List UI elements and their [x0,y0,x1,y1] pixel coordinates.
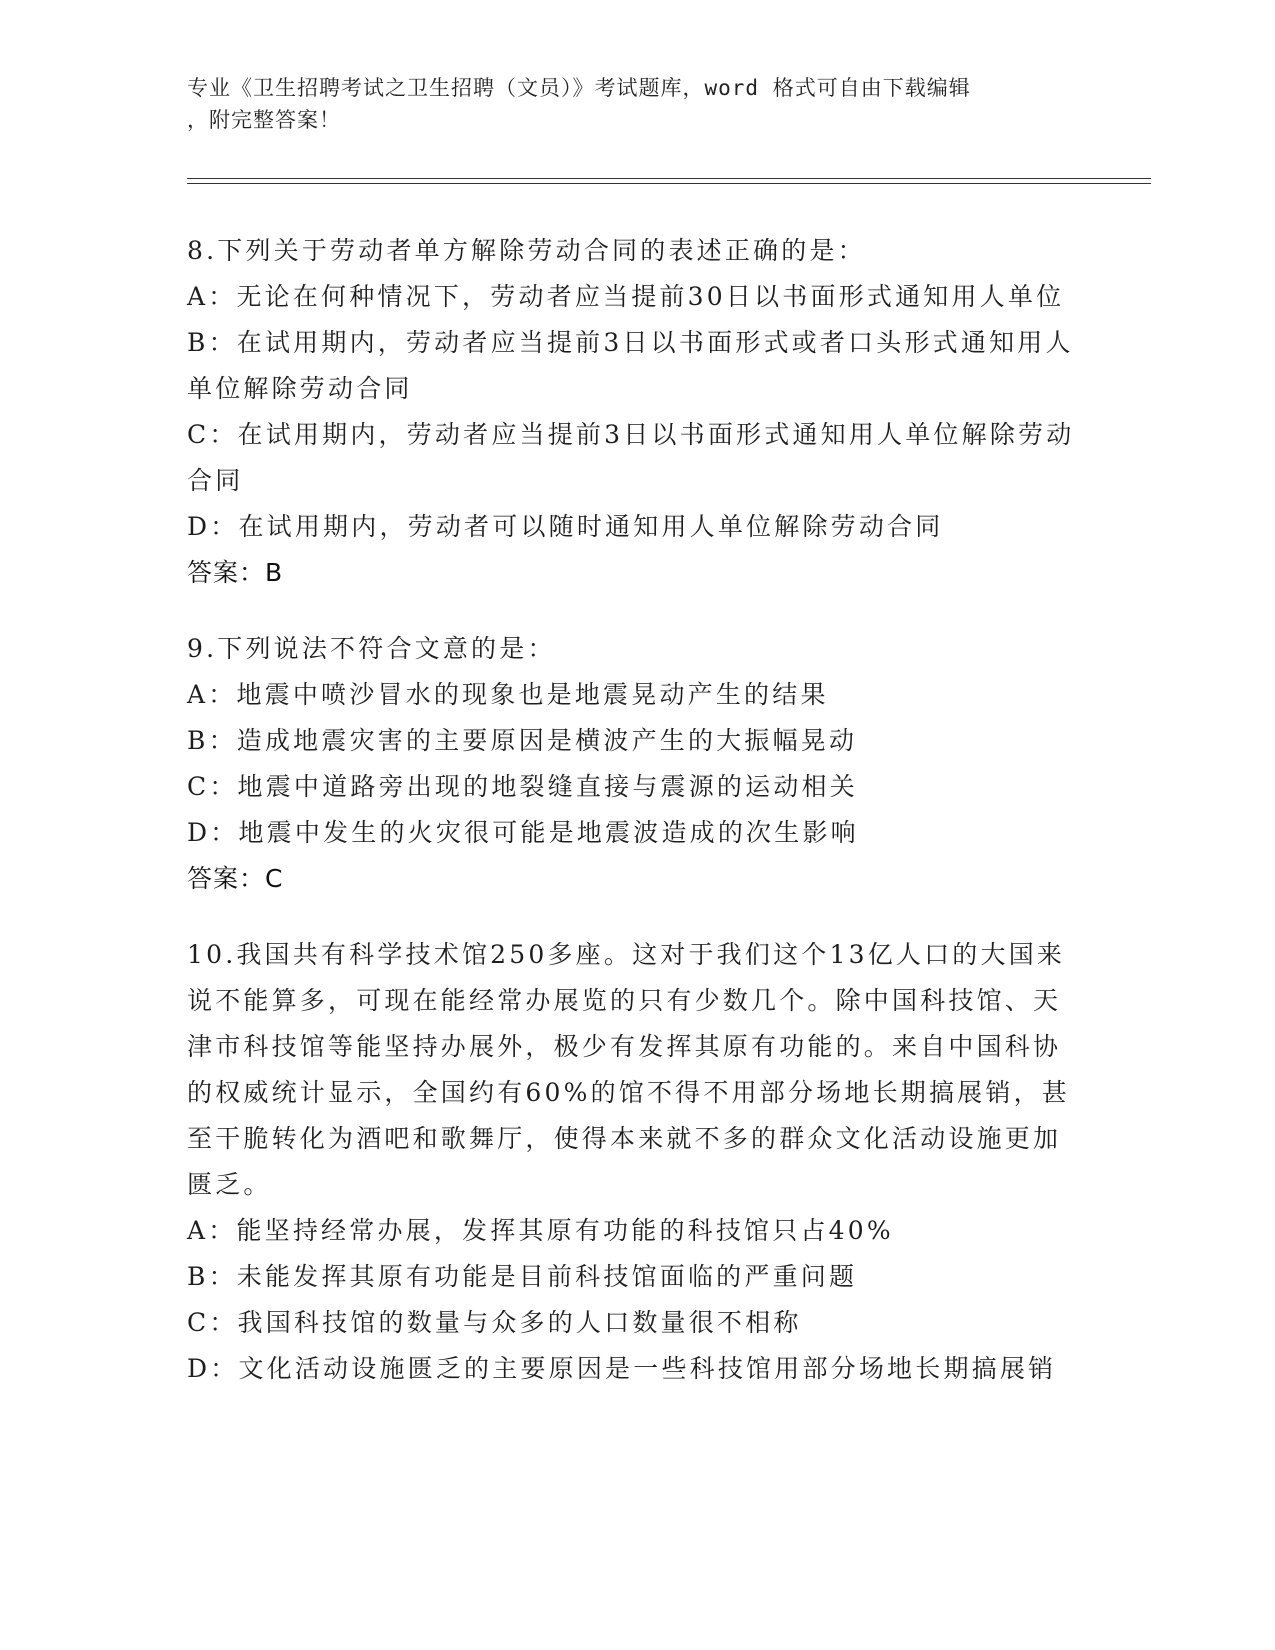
option-c: C：在试用期内，劳动者应当提前3日以书面形式通知用人单位解除劳动合同 [187,420,1075,495]
option-b: B：未能发挥其原有功能是目前科技馆面临的严重问题 [187,1262,858,1291]
header-line-1: 专业《卫生招聘考试之卫生招聘（文员）》考试题库，word 格式可自由下载编辑 [187,76,971,100]
document-header [187,72,1087,136]
option-b: B：在试用期内，劳动者应当提前3日以书面形式或者口头形式通知用人单位解除劳动合同 [187,328,1074,403]
option-a: A：地震中喷沙冒水的现象也是地震晃动产生的结果 [187,680,829,709]
option-c: C：我国科技馆的数量与众多的人口数量很不相称 [187,1308,802,1337]
option-d: D：地震中发生的火灾很可能是地震波造成的次生影响 [187,818,859,847]
option-a: A：能坚持经常办展，发挥其原有功能的科技馆只占40% [187,1216,894,1245]
question-list [187,228,1087,1422]
option-a: A：无论在何种情况下，劳动者应当提前30日以书面形式通知用人单位 [187,282,1065,311]
question-10 [187,932,1087,1392]
option-c: C：地震中道路旁出现的地裂缝直接与震源的运动相关 [187,772,858,801]
question-8 [187,228,1087,596]
question-stem: 10.我国共有科学技术馆250多座。这对于我们这个13亿人口的大国来说不能算多，可现在能经常办展览的只有少数几个。除中国科技馆、天津市科技馆等能坚持办展外，极少有发挥其原有功能的。来自中国科协的权威统计显示，全国约有60%的馆不得不用部分场地长期搞展销，甚至干脆转化为酒吧和歌舞厅，使得本来就不多的群众文化活动设施更加匮乏。 [187,940,1070,1199]
header-divider-top [187,178,1151,179]
question-stem: 8.下列关于劳动者单方解除劳动合同的表述正确的是： [187,236,866,265]
option-b: B：造成地震灾害的主要原因是横波产生的大振幅晃动 [187,726,858,755]
answer: 答案：B [187,558,284,587]
option-d: D：文化活动设施匮乏的主要原因是一些科技馆用部分场地长期搞展销 [187,1354,1057,1383]
answer: 答案：C [187,864,284,893]
header-line-2: ，附完整答案！ [187,108,341,132]
header-divider-bottom [187,183,1151,184]
option-d: D：在试用期内，劳动者可以随时通知用人单位解除劳动合同 [187,512,944,541]
question-9 [187,626,1087,902]
question-stem: 9.下列说法不符合文意的是： [187,634,556,663]
